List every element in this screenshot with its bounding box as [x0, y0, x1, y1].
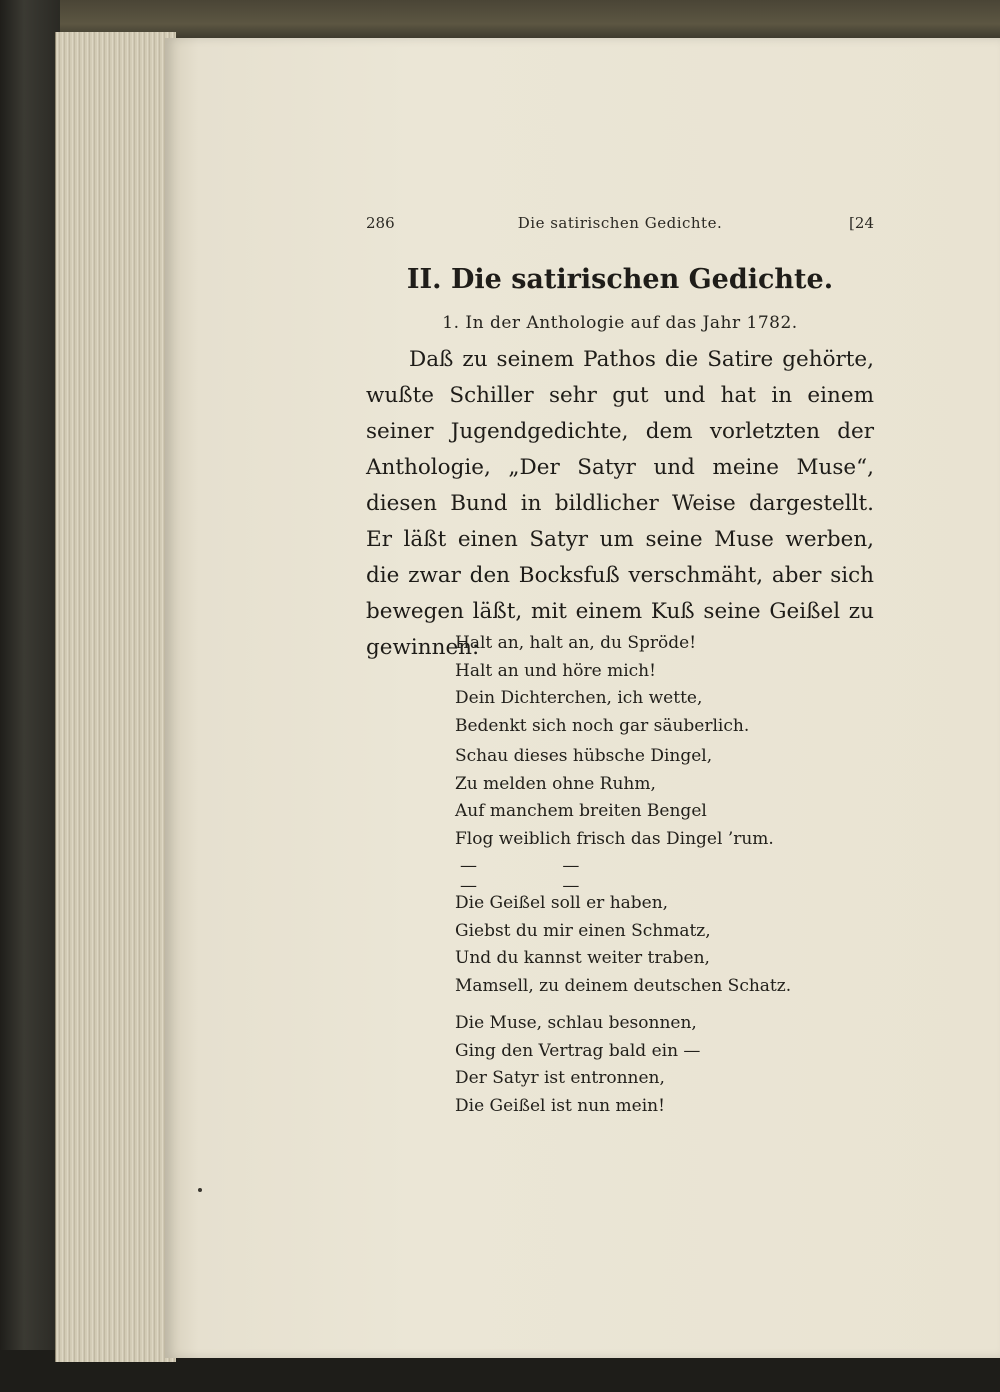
verse-line: Die Muse, schlau besonnen, — [455, 1013, 697, 1033]
page-number: 286 — [366, 214, 395, 232]
verse-line: Giebst du mir einen Schmatz, — [455, 920, 711, 941]
poem-stanza-4 — [455, 1010, 700, 1120]
book-spine-edge — [0, 0, 60, 1392]
verse-line: Ging den Vertrag bald ein — — [455, 1040, 701, 1061]
verse-line: Und du kannst weiter traben, — [455, 948, 710, 968]
page-stack-edges — [55, 32, 176, 1362]
verse-line: Halt an, halt an, du Spröde! — [455, 633, 697, 653]
verse-line: Zu melden ohne Ruhm, — [455, 773, 656, 794]
body-paragraph: Daß zu seinem Pathos die Satire gehörte, wußte Schiller sehr gut und hat in einem seiner Jugendgedichte, dem vorletzten der Anthologie, „Der Satyr und meine Muse“, diesen Bund in bildlicher Weise dargestellt. Er läßt einen Satyr um seine Muse werben, die zwar den Bocksfuß verschmäht, aber sich bewegen läßt, mit einem Kuß seine Geißel zu gewinnen: — [366, 347, 874, 660]
section-title: II. Die satirischen Gedichte. — [406, 264, 834, 295]
section-subtitle: 1. In der Anthologie auf das Jahr 1782. — [442, 313, 798, 333]
poem-stanza-3 — [455, 890, 791, 1000]
verse-line: Die Geißel soll er haben, — [455, 893, 669, 913]
verse-line: Dein Dichterchen, ich wette, — [455, 688, 703, 708]
running-title: Die satirischen Gedichte. — [517, 214, 723, 232]
poem-stanza-2 — [455, 743, 774, 853]
signature-mark: [24 — [849, 214, 874, 232]
omission-dashes: — — — — — [460, 856, 620, 896]
running-header — [366, 214, 874, 236]
verse-line: Der Satyr ist entronnen, — [455, 1068, 665, 1088]
poem-stanza-1 — [455, 630, 749, 740]
verse-line: Halt an und höre mich! — [455, 660, 656, 681]
verse-line: Flog weiblich frisch das Dingel ’rum. — [455, 828, 774, 849]
verse-line: Mamsell, zu deinem deutschen Schatz. — [455, 975, 792, 996]
verse-line: Schau dieses hübsche Dingel, — [455, 746, 713, 766]
verse-line: Bedenkt sich noch gar säuberlich. — [455, 715, 750, 736]
verse-line: Die Geißel ist nun mein! — [455, 1095, 665, 1116]
ink-speck — [198, 1188, 202, 1192]
verse-line: Auf manchem breiten Bengel — [455, 801, 707, 821]
